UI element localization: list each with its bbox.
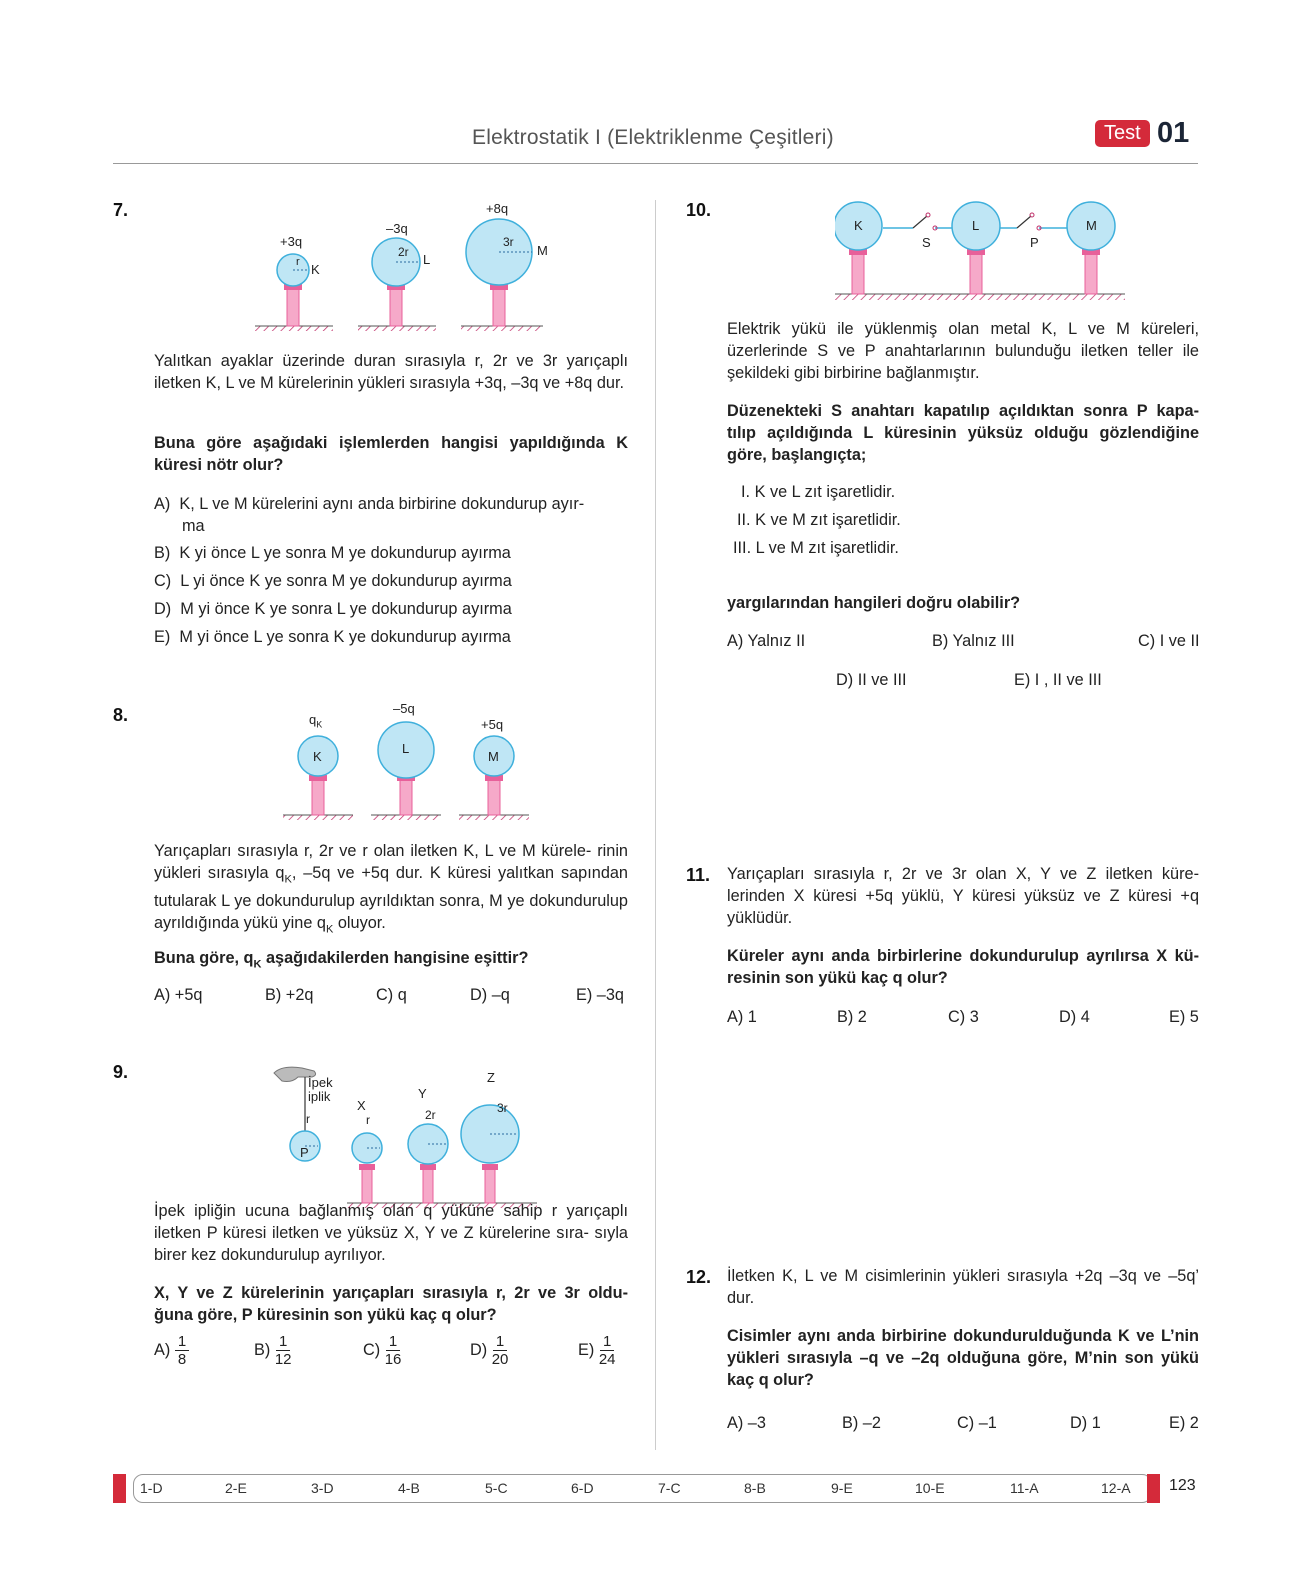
q7-option-a[interactable]: A) K, L ve M kürelerini aynı anda birbirine dokundurup ayır- ma [154, 495, 585, 535]
answer-bar-left-marker [113, 1474, 126, 1503]
answer-bar-right-marker [1147, 1474, 1160, 1503]
q9-z-radius: 3r [497, 1101, 508, 1115]
q9-text: İpek ipliğin ucuna bağlanmış olan q yüküne sahip r yarıçaplı iletken P küresi iletken ve yüksüz X, Y ve Z kürelerine sıra- sıyla birer kez dokundurulup ayrılıyor. [154, 1202, 628, 1264]
answer-7: 7-C [658, 1480, 681, 1496]
q9-question: X, Y ve Z kürelerinin yarıçapları sırasıyla r, 2r ve 3r oldu- ğuna göre, P küresinin son yükü kaç q olur? [154, 1284, 628, 1324]
question-7-number: 7. [113, 200, 129, 220]
q11-option-a[interactable]: A) 1 [727, 1008, 757, 1026]
q9-p-radius: r [306, 1112, 310, 1126]
q9-x-radius: r [366, 1113, 370, 1127]
q8-option-d[interactable]: D) –q [470, 986, 510, 1004]
answer-12: 12-A [1101, 1480, 1131, 1496]
question-11-number: 11. [686, 865, 711, 885]
q7-option-b[interactable]: B) K yi önce L ye sonra M ye dokundurup ayırma [154, 544, 511, 562]
q8-k-label: K [313, 749, 322, 764]
q12-option-c[interactable]: C) –1 [957, 1414, 997, 1432]
question-9-number: 9. [113, 1062, 129, 1082]
answer-3: 3-D [311, 1480, 334, 1496]
q7-m-label: M [537, 243, 548, 258]
answer-5: 5-C [485, 1480, 508, 1496]
q7-k-radius: r [296, 256, 300, 268]
q12-option-e[interactable]: E) 2 [1169, 1414, 1199, 1432]
q7-k-label: K [311, 262, 320, 277]
answer-9: 9-E [831, 1480, 853, 1496]
q7-m-charge: +8q [486, 201, 509, 216]
q10-statement-2: II. K ve M zıt işaretlidir. [737, 511, 901, 529]
q7-question: Buna göre aşağıdaki işlemlerden hangisi yapıldığında K küresi nötr olur? [154, 434, 628, 474]
q9-silk-label: İpek iplik [308, 1075, 333, 1104]
q9-option-b[interactable]: B) $\frac{1}{12}$ [254, 1333, 292, 1368]
column-divider [655, 200, 656, 1450]
question-8-number: 8. [113, 705, 129, 725]
q10-option-c[interactable]: C) I ve II [1138, 632, 1200, 650]
q12-option-b[interactable]: B) –2 [842, 1414, 881, 1432]
test-number: 01 [1157, 117, 1190, 149]
q11-question: Küreler aynı anda birbirlerine dokundurulup ayrılırsa X kü- resinin son yükü kaç q olur? [727, 947, 1199, 987]
answer-1: 1-D [140, 1480, 163, 1496]
q7-m-radius: 3r [503, 235, 514, 249]
q8-option-e[interactable]: E) –3q [576, 986, 624, 1004]
q9-y-radius: 2r [425, 1108, 436, 1122]
q7-option-e[interactable]: E) M yi önce L ye sonra K ye dokundurup ayırma [154, 628, 511, 646]
q10-question2: yargılarından hangileri doğru olabilir? [727, 594, 1021, 612]
q9-option-a[interactable]: A) $\frac{1}{8}$ [154, 1333, 189, 1368]
question-12-number: 12. [686, 1267, 712, 1287]
q11-option-e[interactable]: E) 5 [1169, 1008, 1199, 1026]
q12-text: İletken K, L ve M cisimlerinin yükleri sırasıyla +2q –3q ve –5q’ dur. [727, 1267, 1199, 1307]
q10-option-d[interactable]: D) II ve III [836, 671, 907, 689]
q7-l-label: L [423, 252, 431, 267]
q10-figure [835, 198, 1135, 308]
test-badge: Test [1095, 120, 1150, 147]
q8-option-a[interactable]: A) +5q [154, 986, 203, 1004]
q8-question: Buna göre, $q_K$ aşağıdakilerden hangisine eşittir? [154, 949, 529, 971]
q11-option-c[interactable]: C) 3 [948, 1008, 979, 1026]
question-10-number: 10. [686, 200, 712, 220]
q11-text: Yarıçapları sırasıyla r, 2r ve 3r olan X, Y ve Z iletken küre- lerinden X küresi +5q yüklü, Y küresi yüksüz ve Z küresi +q yüklüdür. [727, 865, 1199, 927]
q12-option-d[interactable]: D) 1 [1070, 1414, 1101, 1432]
q10-statement-1: I. K ve L zıt işaretlidir. [741, 483, 896, 501]
answer-2: 2-E [225, 1480, 247, 1496]
q10-option-a[interactable]: A) Yalnız II [727, 632, 806, 650]
q10-l-label: L [972, 218, 980, 233]
q9-y-label: Y [418, 1086, 427, 1101]
q12-option-a[interactable]: A) –3 [727, 1414, 766, 1432]
q7-text: Yalıtkan ayaklar üzerinde duran sırasıyla r, 2r ve 3r yarıçaplı iletken K, L ve M kürelerinin yükleri sırasıyla +3q, –3q ve +8q dur. [154, 352, 628, 392]
q8-k-charge: $q_K$ [309, 712, 323, 730]
q8-l-label: L [402, 741, 410, 756]
q9-p-label: P [300, 1145, 309, 1160]
answer-10: 10-E [915, 1480, 945, 1496]
q9-option-c[interactable]: C) $\frac{1}{16}$ [363, 1333, 402, 1368]
q7-figure [255, 195, 555, 340]
q9-x-label: X [357, 1098, 366, 1113]
q7-l-radius: 2r [398, 245, 409, 259]
q12-question: Cisimler aynı anda birbirine dokundurulduğunda K ve L’nin yükleri sırasıyla –q ve –2q olduğuna göre, M’nin son yükü kaç q olur? [727, 1327, 1199, 1389]
answer-8: 8-B [744, 1480, 766, 1496]
q7-option-d[interactable]: D) M yi önce K ye sonra L ye dokundurup ayırma [154, 600, 512, 618]
q8-option-c[interactable]: C) q [376, 986, 407, 1004]
q10-option-b[interactable]: B) Yalnız III [932, 632, 1015, 650]
q7-l-charge: –3q [386, 221, 408, 236]
answer-4: 4-B [398, 1480, 420, 1496]
q10-switch-p: P [1030, 235, 1039, 250]
q8-l-charge: –5q [393, 701, 415, 716]
q10-question: Düzenekteki S anahtarı kapatılıp açıldıktan sonra P kapa- tılıp açıldığında L küresinin yüksüz olduğu gözlendiğine göre, başlangıçta; [727, 402, 1199, 464]
q10-k-label: K [854, 218, 863, 233]
q10-m-label: M [1086, 218, 1097, 233]
q8-m-label: M [488, 749, 499, 764]
q7-option-c[interactable]: C) L yi önce K ye sonra M ye dokundurup ayırma [154, 572, 512, 590]
q9-z-label: Z [487, 1070, 495, 1085]
header-divider [113, 163, 1198, 164]
q11-option-d[interactable]: D) 4 [1059, 1008, 1090, 1026]
page-title: Elektrostatik I (Elektriklenme Çeşitleri) [472, 126, 834, 149]
q8-m-charge: +5q [481, 717, 504, 732]
q9-option-e[interactable]: E) $\frac{1}{24}$ [578, 1333, 616, 1368]
q10-text: Elektrik yükü ile yüklenmiş olan metal K, L ve M küreleri, üzerlerinde S ve P anahtarlarının bulunduğu iletken teller ile şekildeki gibi birbirine bağlanmıştır. [727, 320, 1199, 382]
page-number: 123 [1169, 1477, 1196, 1494]
q8-figure [283, 715, 543, 820]
q10-switch-s: S [922, 235, 931, 250]
answer-11: 11-A [1010, 1480, 1039, 1496]
q8-text: Yarıçapları sırasıyla r, 2r ve r olan iletken K, L ve M kürele- rinin yükleri sırasıyla $q_K$, –5q ve +5q dur. K küresi yalıtkan sapından tutularak L ye dokundurulup ayrıldıktan sonra, M ye dokundurulup ayrıldığında yükü yine $q_K$ oluyor. [154, 842, 628, 936]
q11-option-b[interactable]: B) 2 [837, 1008, 867, 1026]
q7-k-charge: +3q [280, 234, 303, 249]
q9-option-d[interactable]: D) $\frac{1}{20}$ [470, 1333, 509, 1368]
answer-6: 6-D [571, 1480, 594, 1496]
q8-option-b[interactable]: B) +2q [265, 986, 314, 1004]
answer-key-bar [133, 1474, 1152, 1503]
q10-option-e[interactable]: E) I , II ve III [1014, 671, 1102, 689]
q10-statement-3: III. L ve M zıt işaretlidir. [733, 539, 899, 557]
